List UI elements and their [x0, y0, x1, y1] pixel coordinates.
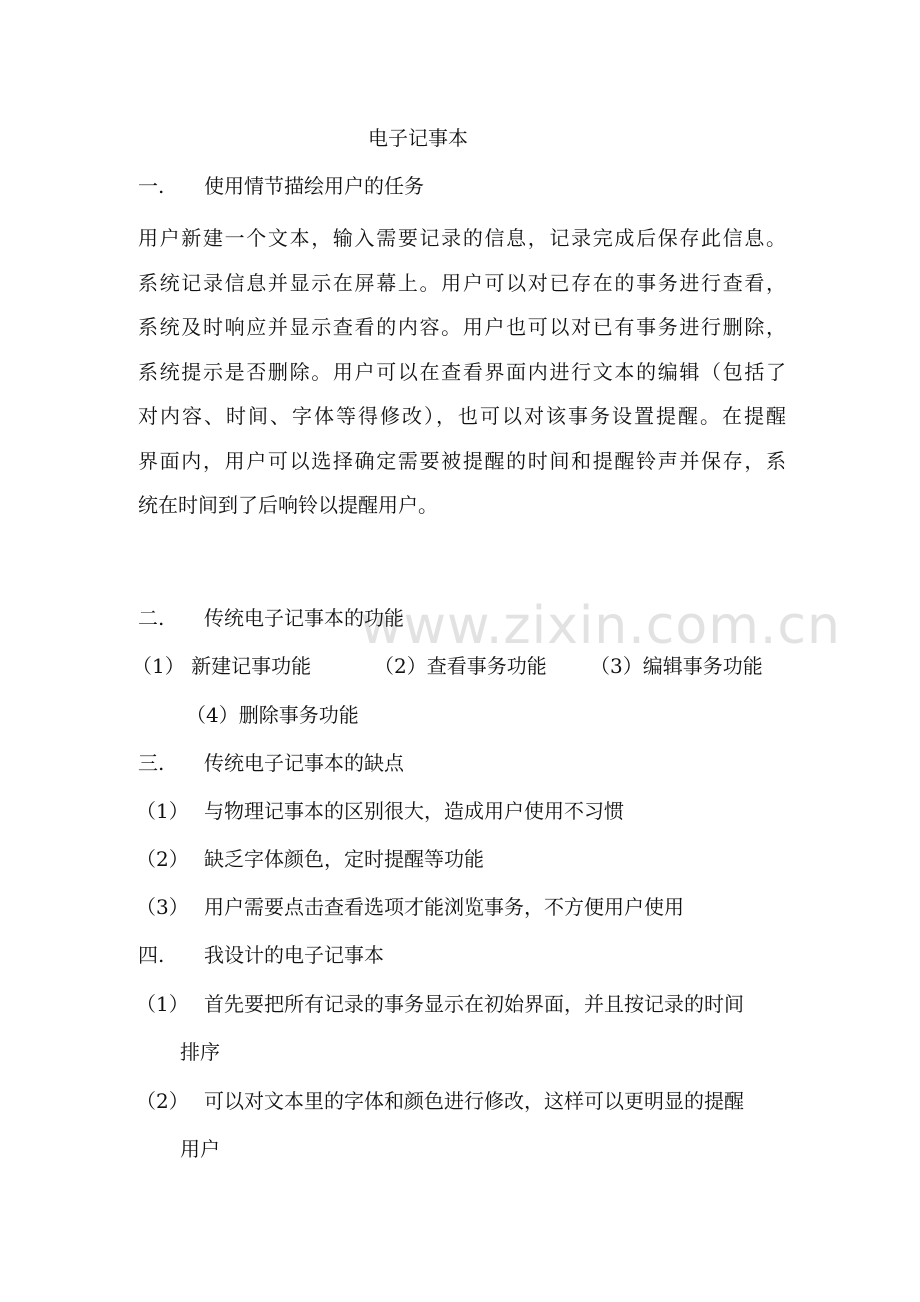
section-3-item-3-text: 用户需要点击查看选项才能浏览事务，不方便用户使用 — [204, 895, 684, 919]
section-4-item-2-continuation: 用户 — [180, 1137, 220, 1161]
section-2-number: 二. — [138, 606, 165, 630]
section-4-item-1-text: 首先要把所有记录的事务显示在初始界面，并且按记录的时间 — [204, 992, 744, 1016]
section-1-heading: 使用情节描绘用户的任务 — [204, 174, 424, 198]
section-3-heading: 传统电子记事本的缺点 — [204, 751, 404, 775]
section-2-item-2: （2）查看事务功能 — [374, 654, 547, 678]
section-3-item-3-number: （3） — [136, 895, 189, 919]
paragraph-line: 系统提示是否删除。用户可以在查看界面内进行文本的编辑（包括了 — [138, 359, 786, 384]
section-4-item-2-text: 可以对文本里的字体和颜色进行修改，这样可以更明显的提醒 — [204, 1089, 744, 1113]
section-4-item-1-continuation: 排序 — [180, 1040, 220, 1064]
section-2-heading: 传统电子记事本的功能 — [204, 606, 404, 630]
section-3-item-1-text: 与物理记事本的区别很大，造成用户使用不习惯 — [204, 799, 624, 823]
document-title: 电子记事本 — [368, 126, 468, 150]
paragraph-line: 用户新建一个文本，输入需要记录的信息，记录完成后保存此信息。 — [138, 226, 786, 250]
paragraph-line: 统在时间到了后响铃以提醒用户。 — [138, 493, 438, 517]
section-2-item-3: （3）编辑事务功能 — [590, 654, 763, 678]
section-4-number: 四. — [138, 943, 165, 967]
section-3-number: 三. — [138, 751, 165, 775]
paragraph-line: 系统记录信息并显示在屏幕上。用户可以对已存在的事务进行查看， — [138, 270, 786, 295]
paragraph-line: 系统及时响应并显示查看的内容。用户也可以对已有事务进行删除， — [138, 315, 786, 339]
watermark: www.zixin.com.cn — [360, 596, 841, 656]
section-3-item-2-number: （2） — [136, 847, 189, 871]
section-1-number: 一. — [138, 174, 165, 198]
paragraph-line: 界面内，用户可以选择确定需要被提醒的时间和提醒铃声并保存，系 — [138, 448, 786, 473]
section-2-item-1: （1） 新建记事功能 — [132, 654, 312, 678]
section-4-item-1-number: （1） — [136, 992, 189, 1016]
section-4-item-2-number: （2） — [136, 1089, 189, 1113]
section-2-item-4: （4）删除事务功能 — [186, 703, 359, 727]
paragraph-line: 对内容、时间、字体等得修改），也可以对该事务设置提醒。在提醒 — [138, 404, 786, 428]
section-1-paragraph — [138, 216, 786, 528]
section-4-heading: 我设计的电子记事本 — [204, 943, 384, 967]
section-3-item-1-number: （1） — [136, 799, 189, 823]
section-3-item-2-text: 缺乏字体颜色，定时提醒等功能 — [204, 847, 484, 871]
